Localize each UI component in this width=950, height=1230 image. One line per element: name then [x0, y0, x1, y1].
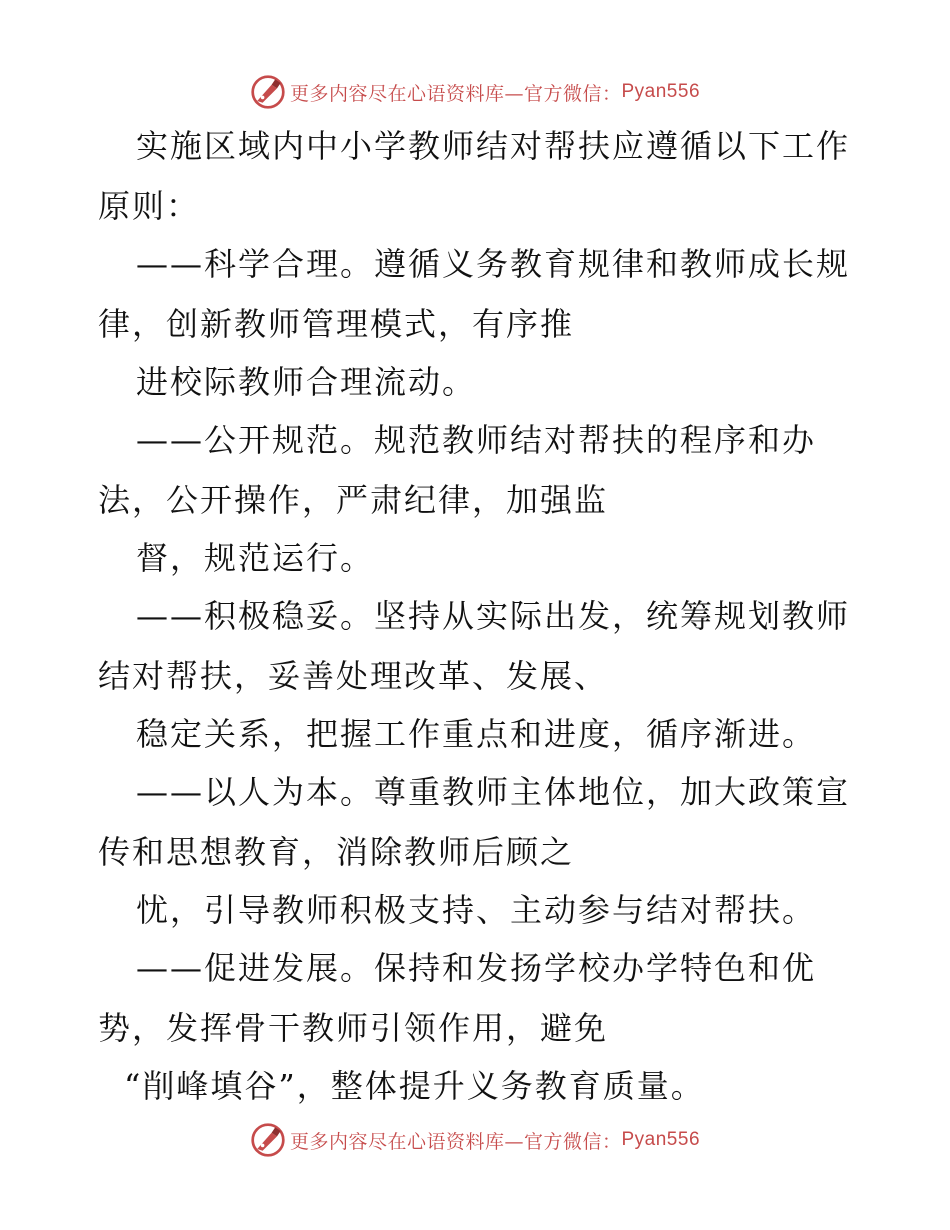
watermark-text: 更多内容尽在心语资料库—官方微信： — [289, 1130, 622, 1153]
header-watermark — [0, 70, 950, 114]
pen-logo-icon — [250, 1122, 286, 1158]
text-line: ——积极稳妥。坚持从实际出发，统筹规划教师 — [136, 597, 851, 635]
footer-watermark — [0, 1118, 950, 1162]
watermark-handle: Pyan556 — [621, 1129, 701, 1150]
text-line: ——促进发展。保持和发扬学校办学特色和优 — [136, 949, 817, 987]
text-line: 律，创新教师管理模式，有序推 — [98, 305, 575, 343]
text-line: 督，规范运行。 — [136, 539, 375, 577]
watermark-handle: Pyan556 — [621, 81, 701, 102]
text-line: “削峰填谷”，整体提升义务教育质量。 — [124, 1067, 705, 1105]
watermark-text: 更多内容尽在心语资料库—官方微信： — [289, 82, 622, 105]
text-line: ——以人为本。尊重教师主体地位，加大政策宣 — [136, 773, 851, 811]
text-line: 稳定关系，把握工作重点和进度，循序渐进。 — [136, 715, 817, 753]
text-line: 结对帮扶，妥善处理改革、发展、 — [98, 657, 609, 695]
text-line: 实施区域内中小学教师结对帮扶应遵循以下工作 — [136, 127, 851, 165]
text-line: 原则： — [98, 187, 201, 225]
text-line: 进校际教师合理流动。 — [136, 363, 477, 401]
text-line: 法，公开操作，严肃纪律，加强监 — [98, 481, 609, 519]
text-line: 忧，引导教师积极支持、主动参与结对帮扶。 — [136, 891, 817, 929]
text-line: 势，发挥骨干教师引领作用，避免 — [98, 1009, 609, 1047]
text-line: ——公开规范。规范教师结对帮扶的程序和办 — [136, 421, 817, 459]
text-line: 传和思想教育，消除教师后顾之 — [98, 833, 575, 871]
pen-logo-icon — [250, 74, 286, 110]
text-line: ——科学合理。遵循义务教育规律和教师成长规 — [136, 245, 851, 283]
